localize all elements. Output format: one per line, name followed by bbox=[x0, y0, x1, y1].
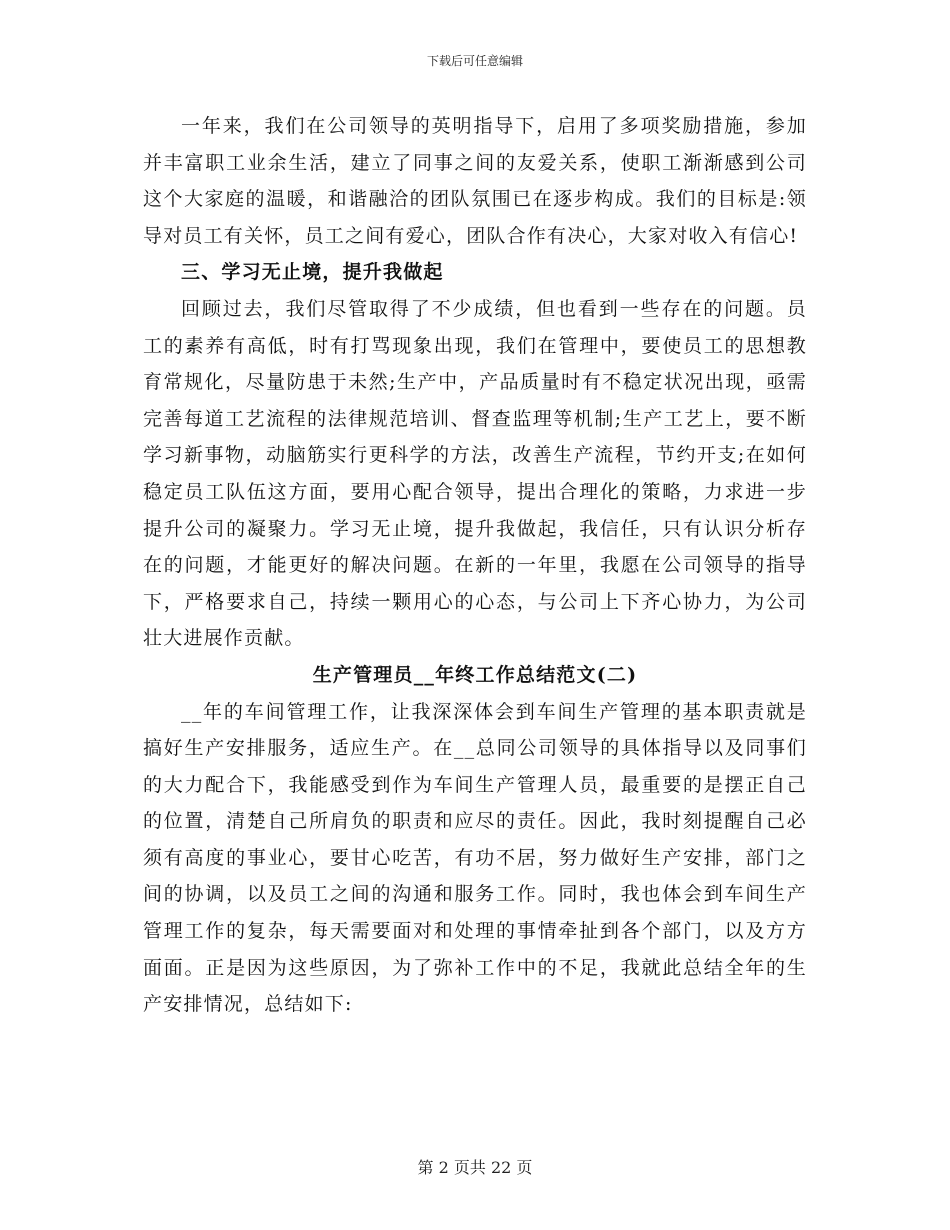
paragraph-workshop-management: __年的车间管理工作，让我深深体会到车间生产管理的基本职责就是搞好生产安排服务，适应生产。在__总同公司领导的具体指导以及同事们的大力配合下，我能感受到作为车间生产管理人员，最重要的是摆正自己的位置，清楚自己所肩负的职责和应尽的责任。因此，我时刻提醒自己必须有高度的事业心，要甘心吃苦，有功不居，努力做好生产安排，部门之间的协调，以及员工之间的沟通和服务工作。同时，我也体会到车间生产管理工作的复杂，每天需要面对和处理的事情牵扯到各个部门，以及方方面面。正是因为这些原因，为了弥补工作中的不足，我就此总结全年的生产安排情况，总结如下: bbox=[143, 700, 807, 1016]
paragraph-team-atmosphere: 一年来，我们在公司领导的英明指导下，启用了多项奖励措施，参加并丰富职工业余生活，建立了同事之间的友爱关系，使职工渐渐感到公司这个大家庭的温暖，和谐融洽的团队氛围已在逐步构成。我们的目标是:领导对员工有关怀，员工之间有爱心，团队合作有决心，大家对收入有信心! bbox=[143, 115, 807, 247]
page-header: 下载后可任意编辑 bbox=[426, 54, 523, 68]
document-body bbox=[143, 108, 807, 1023]
paragraph-review: 回顾过去，我们尽管取得了不少成绩，但也看到一些存在的问题。员工的素养有高低，时有打骂现象出现，我们在管理中，要使员工的思想教育常规化，尽量防患于未然;生产中，产品质量时有不稳定状况出现，亟需完善每道工艺流程的法律规范培训、督查监理等机制;生产工艺上，要不断学习新事物，动脑筋实行更科学的方法，改善生产流程，节约开支;在如何稳定员工队伍这方面，要用心配合领导，提出合理化的策略，力求进一步提升公司的凝聚力。学习无止境，提升我做起，我信任，只有认识分析存在的问题，才能更好的解决问题。在新的一年里，我愿在公司领导的指导下，严格要求自己，持续一颗用心的心态，与公司上下齐心协力，为公司壮大进展作贡献。 bbox=[143, 297, 807, 650]
document-title: 生产管理员__年终工作总结范文(二) bbox=[312, 663, 638, 686]
page-number: 第 2 页共 22 页 bbox=[417, 1158, 533, 1177]
section-heading: 三、学习无止境，提升我做起 bbox=[181, 261, 444, 284]
